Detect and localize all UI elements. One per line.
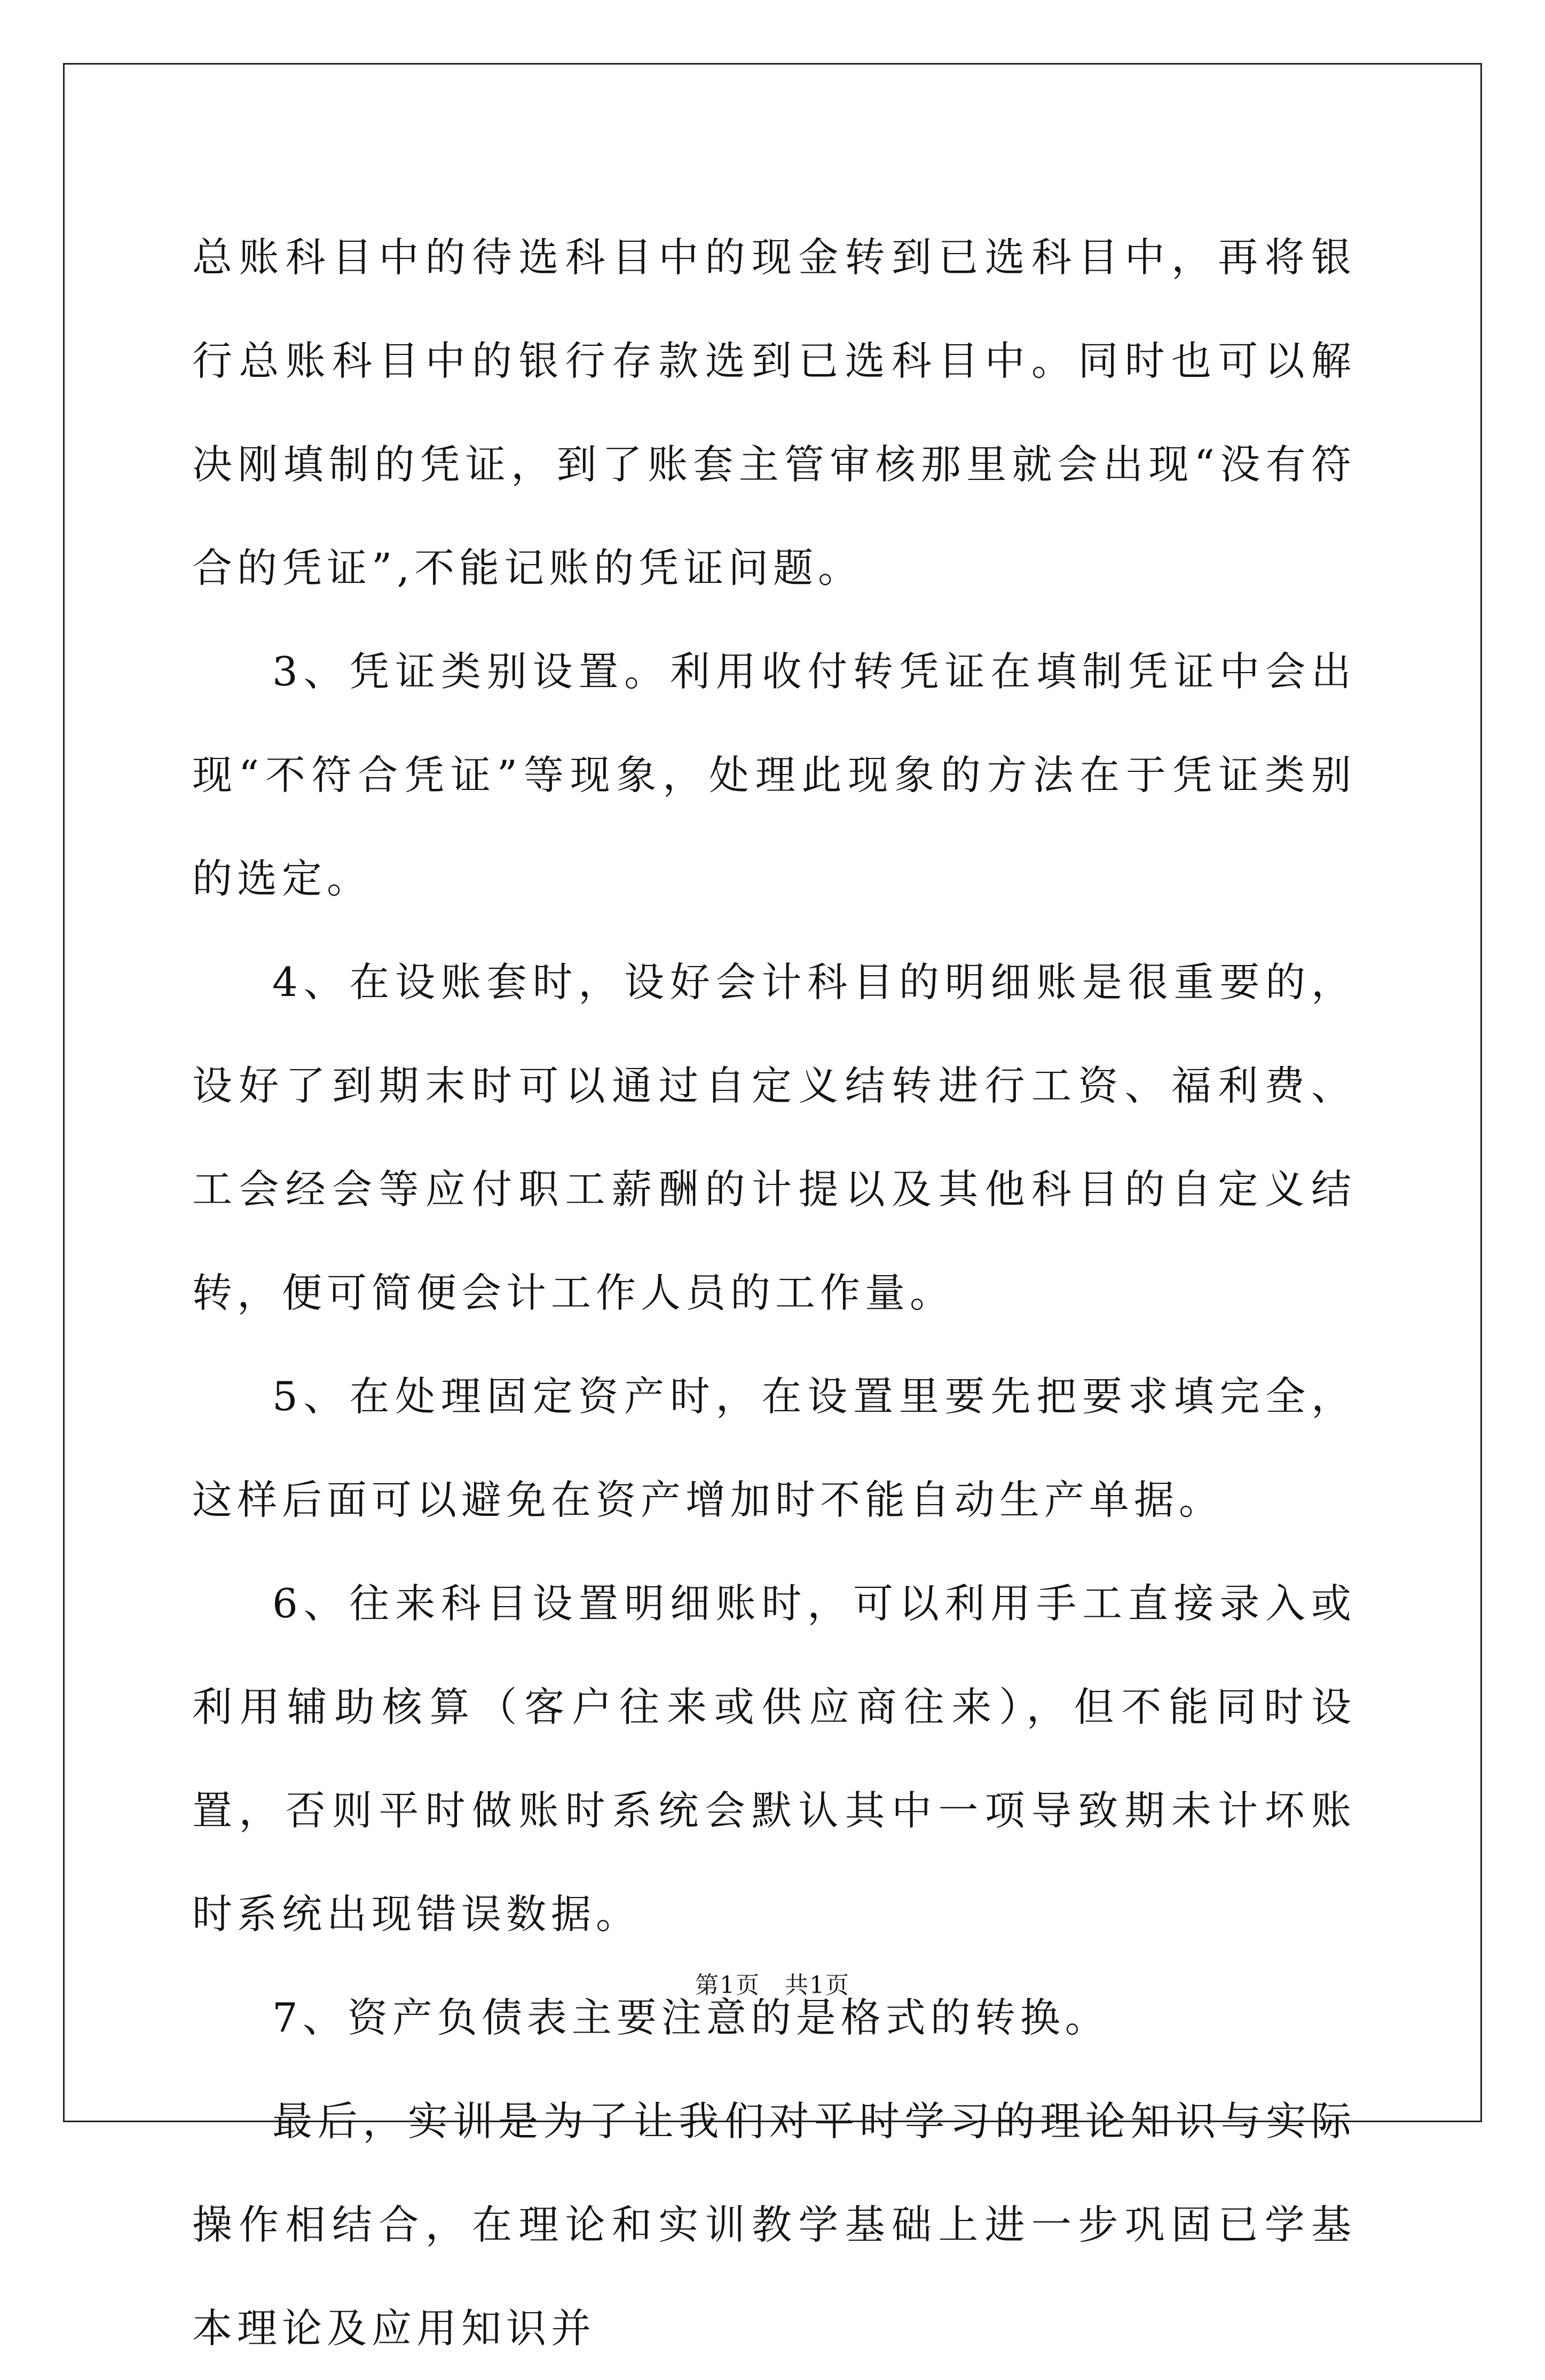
document-body [192,205,1356,2380]
paragraph-5: 6、往来科目设置明细账时，可以利用手工直接录入或利用辅助核算（客户往来或供应商往来），但不能同时设置，否则平时做账时系统会默认其中一项导致期未计坏账时系统出现错误数据。 [192,1580,1356,1938]
paragraph-4: 5、在处理固定资产时，在设置里要先把要求填完全，这样后面可以避免在资产增加时不能自动生产单据。 [192,1373,1356,1523]
paragraph-1: 总账科目中的待选科目中的现金转到已选科目中，再将银行总账科目中的银行存款选到已选科目中。同时也可以解决刚填制的凭证，到了账套主管审核那里就会出现“没有符合的凭证”,不能记账的凭证问题。 [192,234,1356,591]
paragraph-6: 7、资产负债表主要注意的是格式的转换。 [272,1994,1110,2041]
paragraph-7: 最后，实训是为了让我们对平时学习的理论知识与实际操作相结合，在理论和实训教学基础上进一步巩固已学基本理论及应用知识并 [192,2098,1356,2352]
paragraph-2: 3、凭证类别设置。利用收付转凭证在填制凭证中会出现“不符合凭证”等现象，处理此现象的方法在于凭证类别的选定。 [192,648,1356,902]
paragraph-3: 4、在设账套时，设好会计科目的明细账是很重要的，设好了到期末时可以通过自定义结转进行工资、福利费、工会经会等应付职工薪酬的计提以及其他科目的自定义结转，便可简便会计工作人员的工作量。 [192,959,1356,1316]
page-footer: 第1页 共1页 [695,1972,850,1999]
